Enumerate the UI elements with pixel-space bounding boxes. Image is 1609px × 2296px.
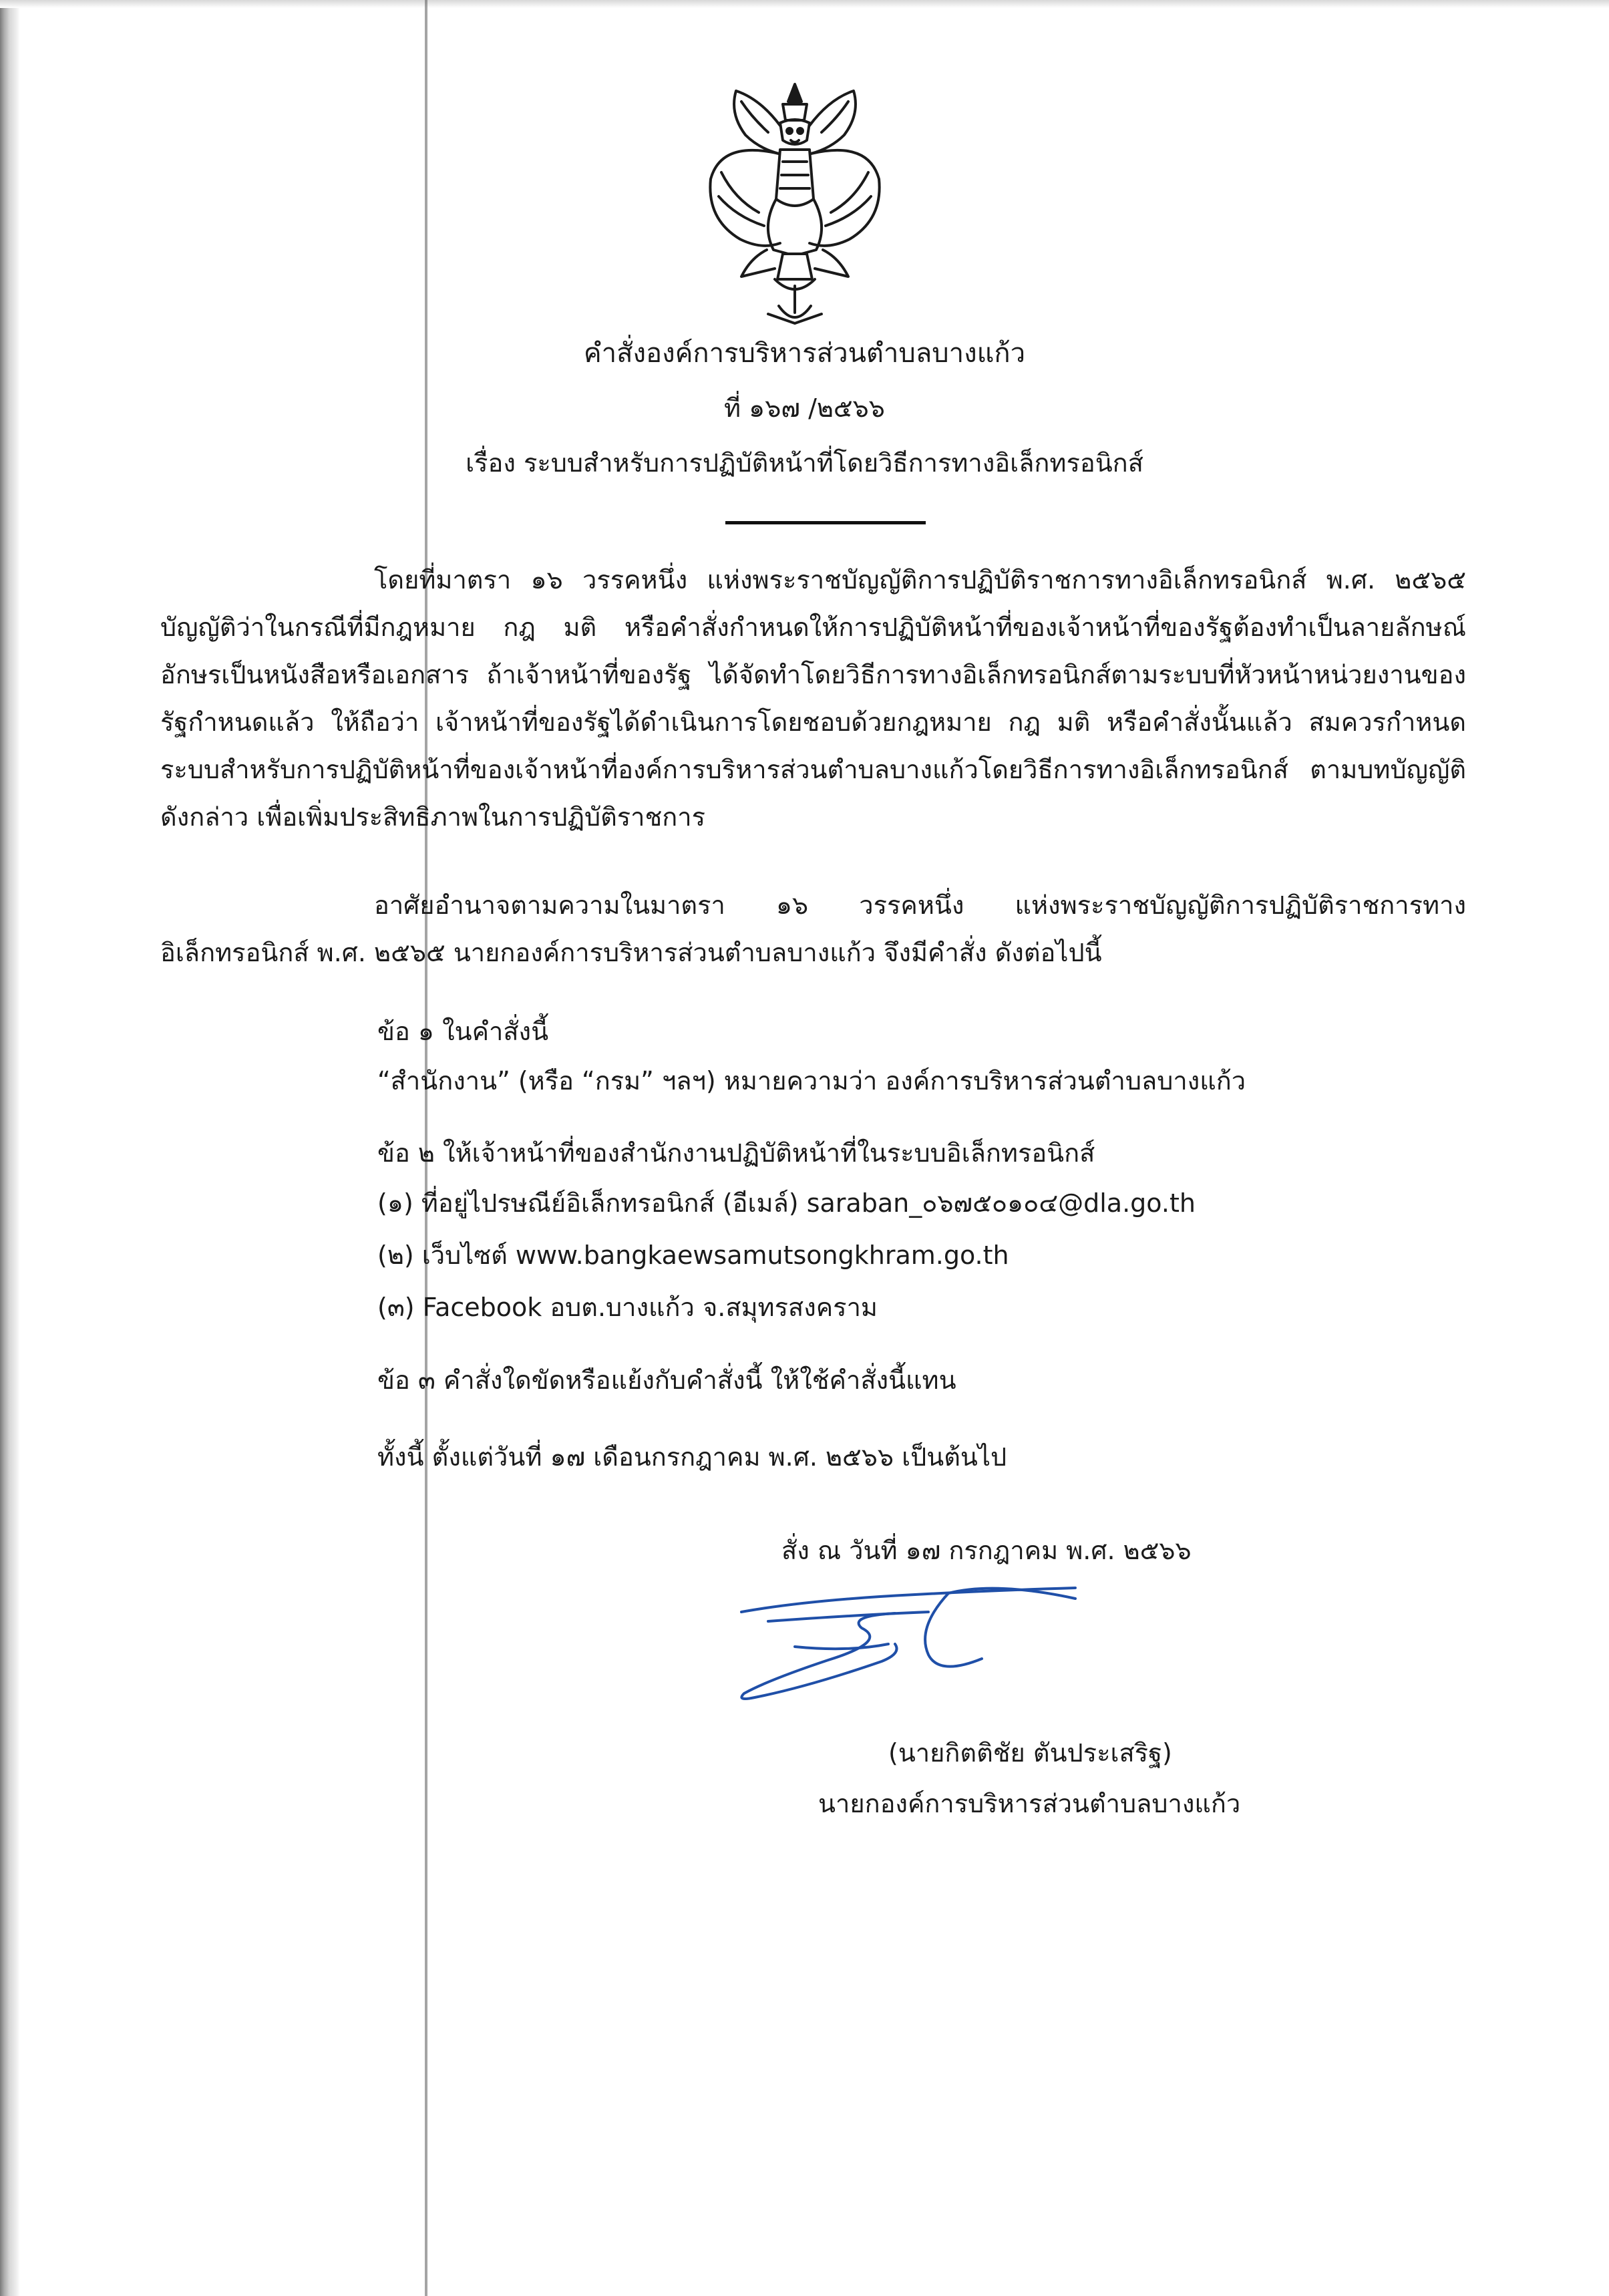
clause-1-text: “สำนักงาน” (หรือ “กรม” ฯลฯ) หมายความว่า องค์การบริหารส่วนตำบลบางแก้ว (377, 1066, 1246, 1096)
body-paragraph-1: โดยที่มาตรา ๑๖ วรรคหนึ่ง แห่งพระราชบัญญัติการปฏิบัติราชการทางอิเล็กทรอนิกส์ พ.ศ. ๒๕๖๕ บัญญัติว่าในกรณีที่มีกฎหมาย กฎ มติ หรือคำสั่งกำหนดให้การปฏิบัติหน้าที่ของเจ้าหน้าที่ของรัฐต้องทำเป็นลายลักษณ์อักษรเป็นหนังสือหรือเอกสาร ถ้าเจ้าหน้าที่ของรัฐ ได้จัดทำโดยวิธีการทางอิเล็กทรอนิกส์ตามระบบที่หัวหน้าหน่วยงานของรัฐกำหนดแล้ว ให้ถือว่า เจ้าหน้าที่ของรัฐได้ดำเนินการโดยชอบด้วยกฎหมาย กฎ มติ หรือคำสั่งนั้นแล้ว สมควรกำหนดระบบสำหรับการปฏิบัติหน้าที่ของเจ้าหน้าที่องค์การบริหารส่วนตำบลบางแก้วโดยวิธีการทางอิเล็กทรอนิกส์ ตามบทบัญญัติดังกล่าว เพื่อเพิ่มประสิทธิภาพในการปฏิบัติราชการ (160, 565, 1466, 832)
document-number: ที่ ๑๖๗ /๒๕๖๖ (724, 393, 885, 423)
clause-1-heading: ข้อ ๑ ในคำสั่งนี้ (377, 1017, 549, 1046)
garuda-emblem-icon (695, 79, 895, 333)
signature-icon (728, 1580, 1089, 1707)
signer-position: นายกองค์การบริหารส่วนตำบลบางแก้ว (818, 1789, 1241, 1818)
signer-name: (นายกิตติชัย ตันประเสริฐ) (888, 1738, 1172, 1768)
scan-edge-top (0, 0, 1609, 8)
clause-2-heading: ข้อ ๒ ให้เจ้าหน้าที่ของสำนักงานปฏิบัติหน้าที่ในระบบอิเล็กทรอนิกส์ (377, 1138, 1095, 1168)
document-title: คำสั่งองค์การบริหารส่วนตำบลบางแก้ว (583, 338, 1026, 369)
effective-date: ทั้งนี้ ตั้งแต่วันที่ ๑๗ เดือนกรกฎาคม พ.ศ. ๒๕๖๖ เป็นต้นไป (377, 1442, 1007, 1472)
clause-2-item-3: (๓) Facebook อบต.บางแก้ว จ.สมุทรสงคราม (377, 1293, 878, 1322)
clause-2-item-2: (๒) เว็บไซต์ www.bangkaewsamutsongkhram.go.th (377, 1241, 1009, 1270)
title-divider (725, 521, 926, 524)
document-subject: เรื่อง ระบบสำหรับการปฏิบัติหน้าที่โดยวิธีการทางอิเล็กทรอนิกส์ (466, 448, 1143, 478)
body-paragraph-2: อาศัยอำนาจตามความในมาตรา ๑๖ วรรคหนึ่ง แห่งพระราชบัญญัติการปฏิบัติราชการทางอิเล็กทรอนิกส์ พ.ศ. ๒๕๖๕ นายกองค์การบริหารส่วนตำบลบางแก้ว จึงมีคำสั่ง ดังต่อไปนี้ (160, 890, 1466, 967)
clause-2-item-1: (๑) ที่อยู่ไปรษณีย์อิเล็กทรอนิกส์ (อีเมล์) saraban_๐๖๗๕๐๑๐๔@dla.go.th (377, 1188, 1196, 1218)
signing-date: สั่ง ณ วันที่ ๑๗ กรกฎาคม พ.ศ. ๒๕๖๖ (781, 1536, 1192, 1565)
clause-3-heading: ข้อ ๓ คำสั่งใดขัดหรือแย้งกับคำสั่งนี้ ให้ใช้คำสั่งนี้แทน (377, 1365, 956, 1395)
